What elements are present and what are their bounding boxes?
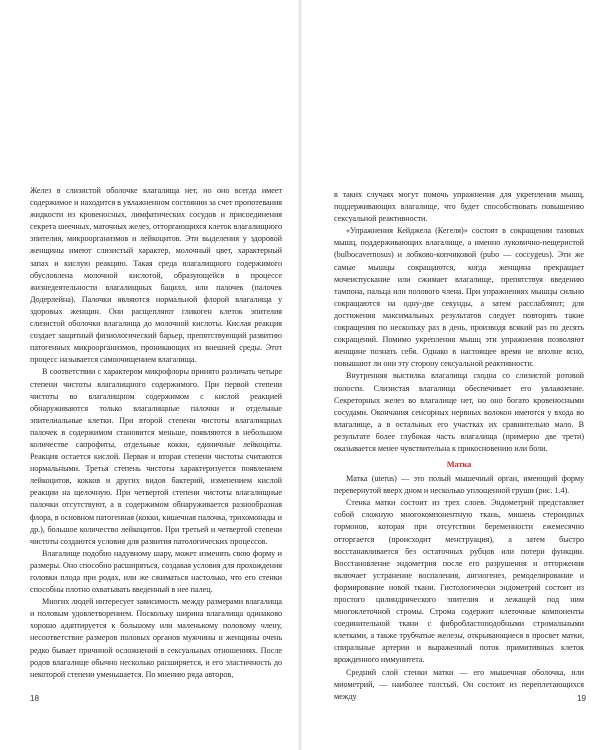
paragraph: Матка (uterus) — это полый мышечный орган, имеющий форму перевернутой вверх дном и несколько уплощенной груши (рис. 1.4).: [334, 474, 584, 496]
paragraph: «Упражнения Кейджела (Кегеля)» состоят в сокращении тазовых мышц, поддерживающих влагалище, а именно луковично-пещеристой (bulbocavernosus) и лобково-копчиковой (pubo — coccygeus). Эти же самые мышцы сокращаются, когда женщина прекращает мочеиспускание или сжимает влагалище, препятствуя введению тампона, пальца или полового члена. При упражнениях мышцы сильно сокращаются на одну-две секунды, а затем расслабляют; для достижения максимальных результатов следует повторять такие сокращения по нескольку раз в день, производя всякий раз по десять сокращений. Помимо укрепления мышц эти упражнения позволяют женщине познать себя. Однако в настоящее время не вполне ясно, повышают ли они эту сторону сексуальной реактивности.: [334, 226, 584, 369]
paragraph: Многих людей интересует зависимость между размерами влагалища и половым удовлетворением. Поскольку ширина влагалища одинаково хорошо адаптируется к большому или маленькому половому члену, несоответствие размеров половых органов мужчины и женщины очень редко бывает причиной осложнений в сексуальных отношениях. После родов влагалище обычно несколько расширяется, и его эластичность до некоторой степени уменьшается. По мнению ряда авторов,: [30, 597, 282, 679]
paragraph: Желез в слизистой оболочке влагалища нет, но оно всегда имеет содержимое и находится в увлажненном состоянии за счет пропотевания жидкости из кровеносных, лимфатических сосудов и присоединения секрета шеечных, маточных желез, отторгающихся клеток влагалищного эпителия, микроорганизмов и лейкоцитов. Эти выделения у здоровой женщины имеют слизистый характер, молочный цвет, характерный запах и кислую реакцию. Такая среда влагалищного содержимого обусловлена молочной кислотой, образующейся в процессе жизнедеятельности влагалищных бацилл, или палочек (палочек Додерлейна). Палочки являются нормальной флорой влагалища у здоровых женщин. Они расщепляют гликоген клеток эпителия слизистой оболочки влагалища до молочной кислоты. Кислая реакция создает защитный физиологический барьер, препятствующий развитию патогенных микроорганизмов, проникающих из внешней среды. Этот процесс называется самоочищением влагалища.: [30, 186, 282, 365]
paragraph: Влагалище подобно надувному шару, может изменять свою форму и размеры. Оно способно расширяться, создавая условия для прохождения головки плода при родах, или же сжиматься настолько, что его стенки способны плотно охватывать введенный в нее палец.: [30, 548, 282, 595]
paragraph: Внутренняя выстилка влагалища сходна со слизистой ротовой полости. Слизистая влагалища обеспечивает его увлажнение. Секреторных желез во влагалище нет, но оно богато кровеносными сосудами. Окончания сенсорных нервных волокон имеются у входа во влагалище, а в остальных его участках их сравнительно мало. В результате более глубокая часть влагалища (примерно две трети) оказывается менее чувствительна к прикосновению или боли.: [334, 371, 584, 453]
page-number: 19: [577, 694, 586, 703]
right-page-text-column: [334, 189, 584, 703]
left-page-text-column: [30, 185, 282, 681]
right-page: [300, 0, 600, 750]
section-heading: Матка: [446, 460, 472, 470]
paragraph: Стенка матки состоит из трех слоев. Эндометрий представляет собой сложную многокомпонентную ткань, мишень стероидных гормонов, которая при отсутствии беременности ежемесячно отторгается (происходит менструация), а затем быстро восстанавливается без остаточных рубцов или потери функции. Восстановление эндометрия после его разрушения и отторжения включает устранение воспаления, ангиогенез, ремоделирование и формирование новой ткани. Гистологически эндометрий состоит из простого цилиндрического эпителия и лежащей под ним многоклеточной стромы. Строма содержит клеточные компоненты соединительной ткани с фибробластоподобными стромальными клетками, а также трубчатые железы, открывающиеся в просвет матки, спиральные артерии и выраженный поток примитивных клеток врожденного иммунитета.: [334, 498, 584, 665]
paragraph: Средний слой стенки матки — его мышечная оболочка, или миометрий, — наиболее толстый. Он состоит из переплетающихся между: [334, 667, 584, 701]
page-number: 18: [30, 694, 39, 703]
paragraph: В соответствии с характером микрофлоры принято различать четыре степени чистоты влагалищного содержимого. При первой степени чистоты во влагалищном содержимом с кислой реакцией обнаруживаются только влагалищные палочки и отдельные эпителиальные клетки. При второй степени чистоты влагалищных палочек в содержимом становится меньше, появляются в небольшом количестве сапрофиты, отдельные кокки, единичные лейкоциты. Реакция остается кислой. Первая и вторая степени чистоты считаются нормальными. Третья степень чистоты характеризуется появлением лейкоцитов, кокков и других видов бактерий, изменением кислой реакции на щелочную. При четвертой степени чистоты влагалищные палочки отсутствуют, а в содержимом обнаруживается разнообразная флора, в основном патогенная (кокки, кишечная палочка, трихомонады и др.), большое количество лейкоцитов. При третьей и четвертой степени чистоты создаются условия для развития патологических процессов.: [30, 367, 282, 546]
paragraph: в таких случаях могут помочь упражнения для укрепления мышц, поддерживающих влагалище, что будет способствовать повышению сексуальной реактивности.: [334, 190, 584, 224]
